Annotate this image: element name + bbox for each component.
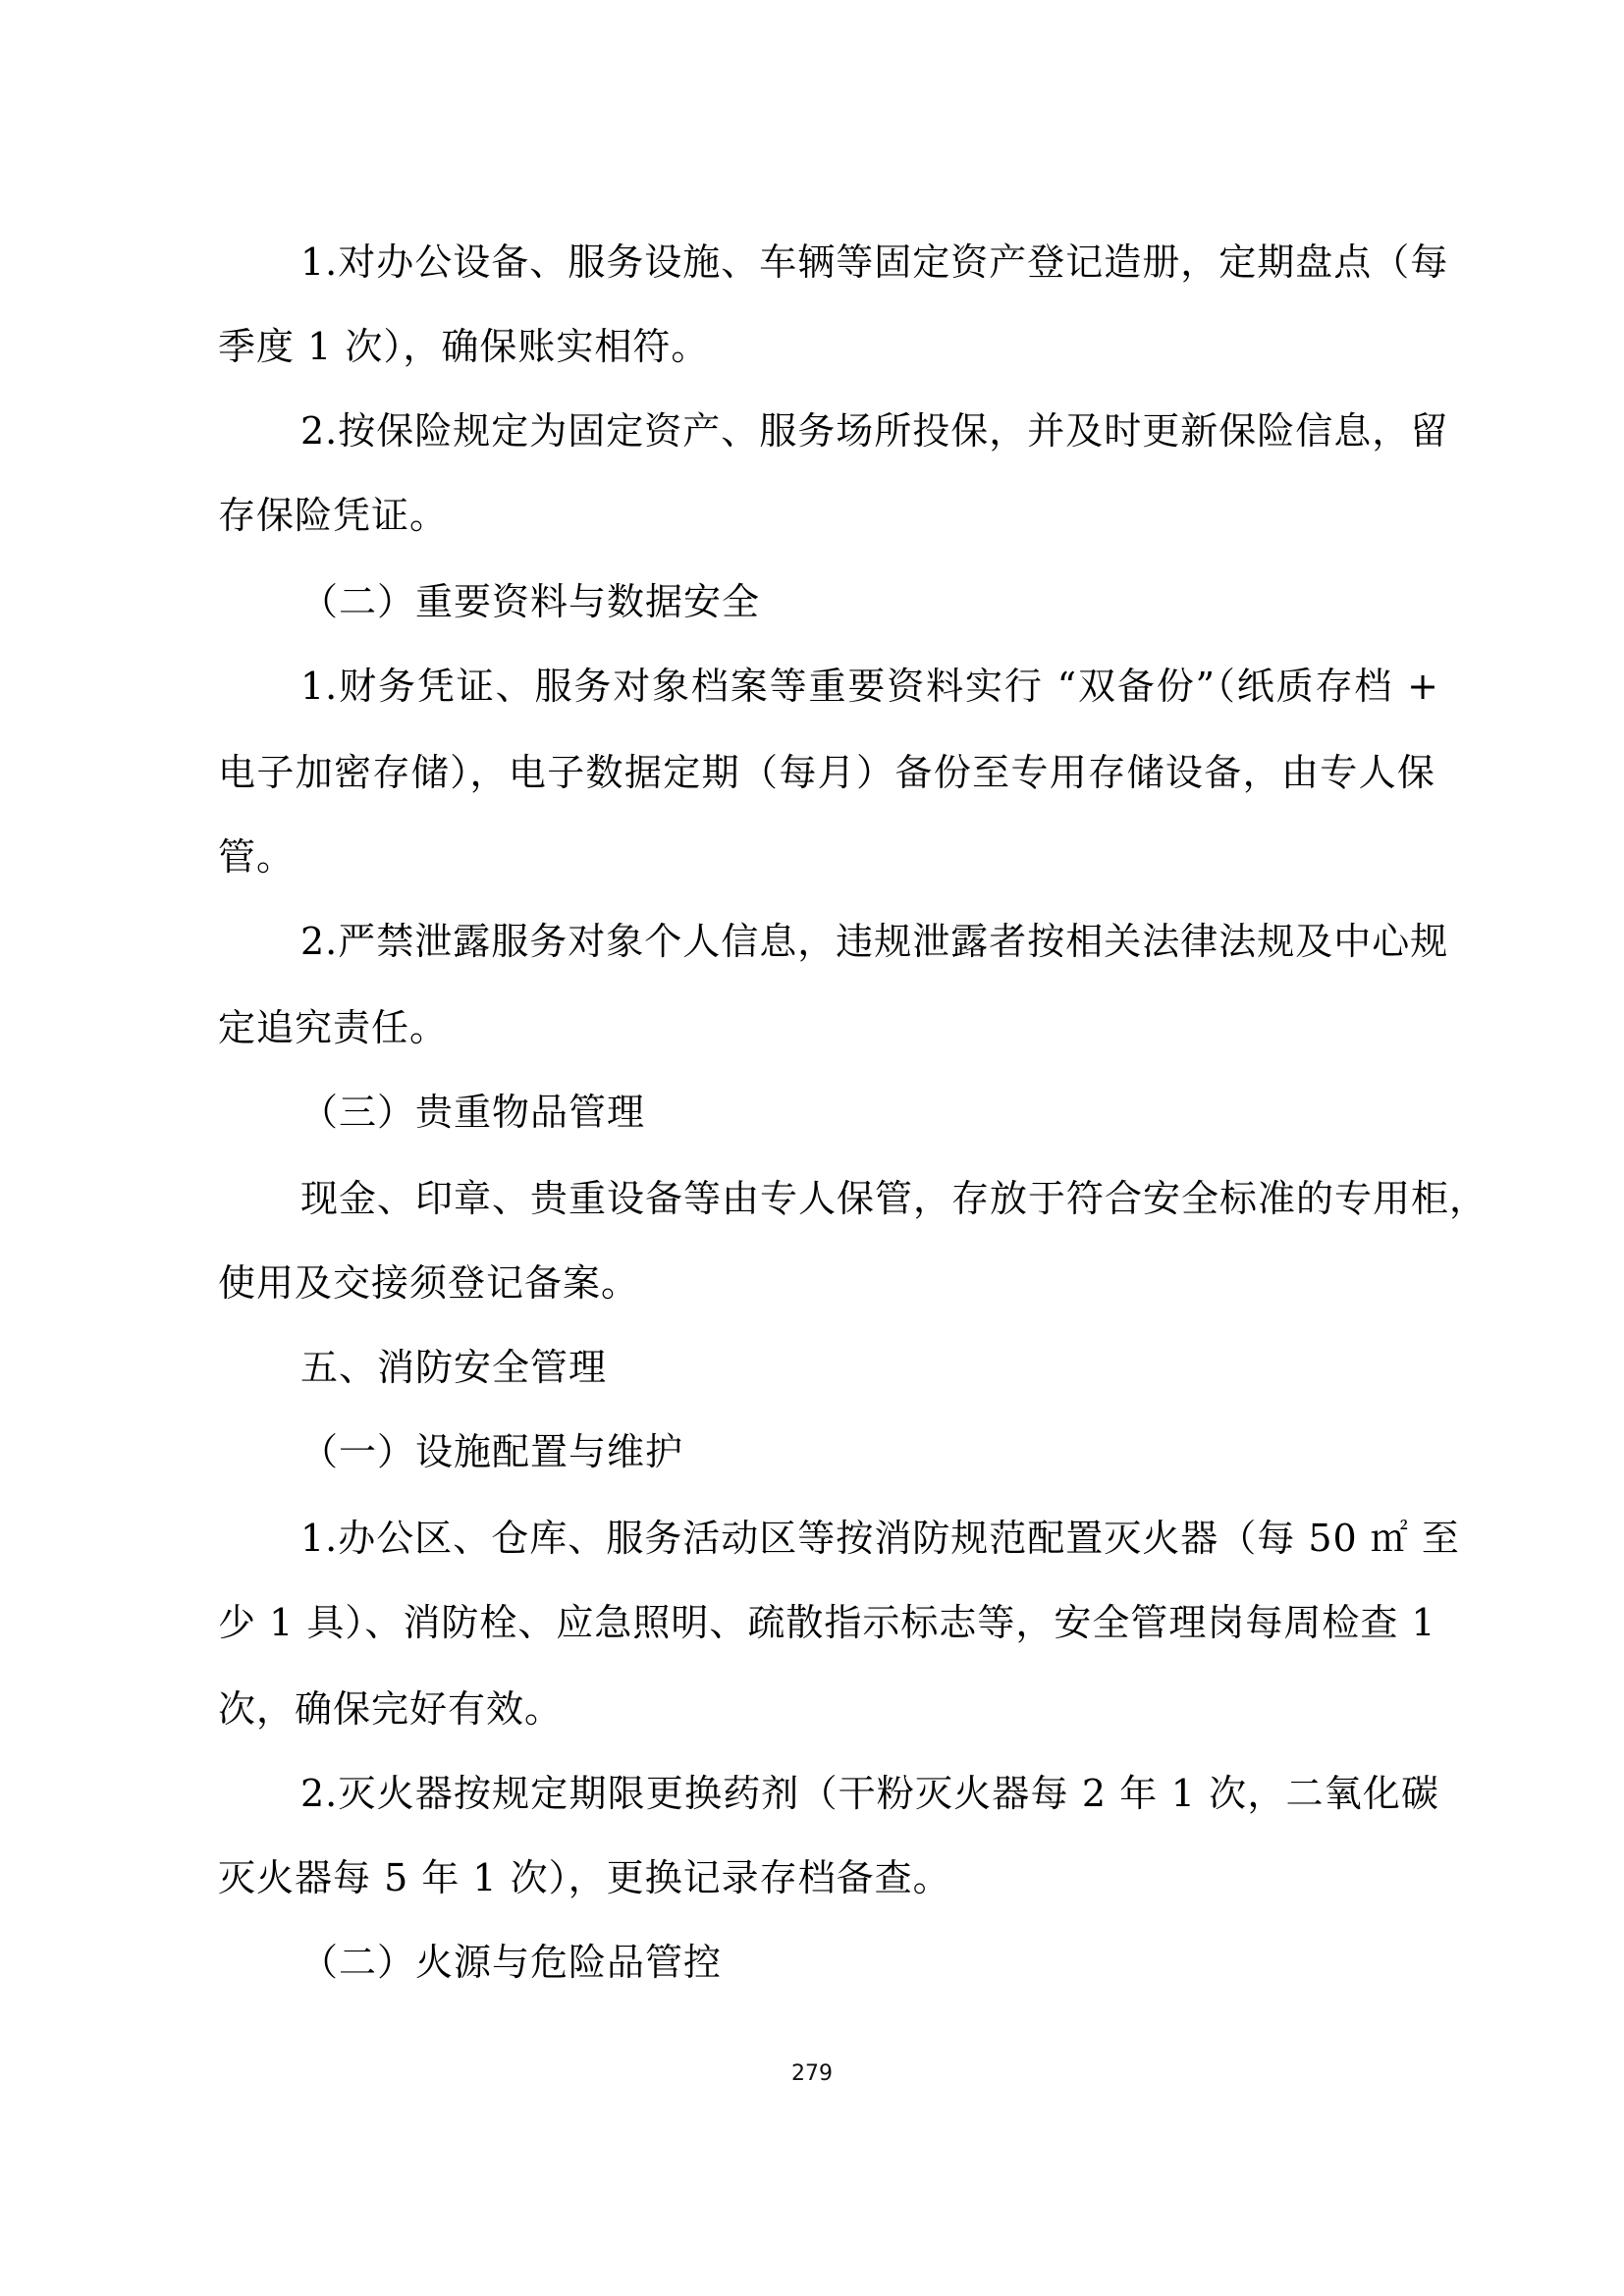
paragraph-line: 2.按保险规定为固定资产、服务场所投保，并及时更新保险信息，留 — [300, 409, 1449, 453]
paragraph-line: 管。 — [218, 835, 296, 879]
page-number: 279 — [791, 2061, 833, 2086]
paragraph-line: 使用及交接须登记备案。 — [218, 1261, 640, 1305]
paragraph-line: 灭火器每 5 年 1 次），更换记录存档备查。 — [218, 1856, 951, 1899]
section-heading: （三）贵重物品管理 — [300, 1091, 646, 1134]
paragraph-line: 1.办公区、仓库、服务活动区等按消防规范配置灭火器（每 50 ㎡ 至 — [300, 1517, 1460, 1560]
paragraph-line: 存保险凭证。 — [218, 494, 449, 537]
paragraph-line: 电子加密存储），电子数据定期（每月）备份至专用存储设备，由专人保 — [218, 751, 1435, 794]
section-heading: （一）设施配置与维护 — [300, 1430, 684, 1473]
paragraph-line: 1.对办公设备、服务设施、车辆等固定资产登记造册，定期盘点（每 — [300, 240, 1449, 284]
paragraph-line: 1.财务凭证、服务对象档案等重要资料实行 “双备份”（纸质存档 + — [300, 665, 1439, 708]
paragraph-line: 定追究责任。 — [218, 1006, 449, 1049]
paragraph-line: 少 1 具）、消防栓、应急照明、疏散指示标志等，安全管理岗每周检查 1 — [218, 1601, 1436, 1644]
paragraph-line: 季度 1 次），确保账实相符。 — [218, 325, 710, 368]
section-heading: （二）火源与危险品管控 — [300, 1941, 723, 1984]
paragraph-line: 现金、印章、贵重设备等由专人保管，存放于符合安全标准的专用柜， — [300, 1177, 1489, 1220]
section-heading: （二）重要资料与数据安全 — [300, 580, 761, 623]
paragraph-line: 次，确保完好有效。 — [218, 1687, 564, 1731]
paragraph-line: 2.灭火器按规定期限更换药剂（干粉灭火器每 2 年 1 次，二氧化碳 — [300, 1772, 1439, 1815]
paragraph-line: 2.严禁泄露服务对象个人信息，违规泄露者按相关法律法规及中心规 — [300, 920, 1449, 963]
chapter-heading: 五、消防安全管理 — [300, 1346, 608, 1389]
